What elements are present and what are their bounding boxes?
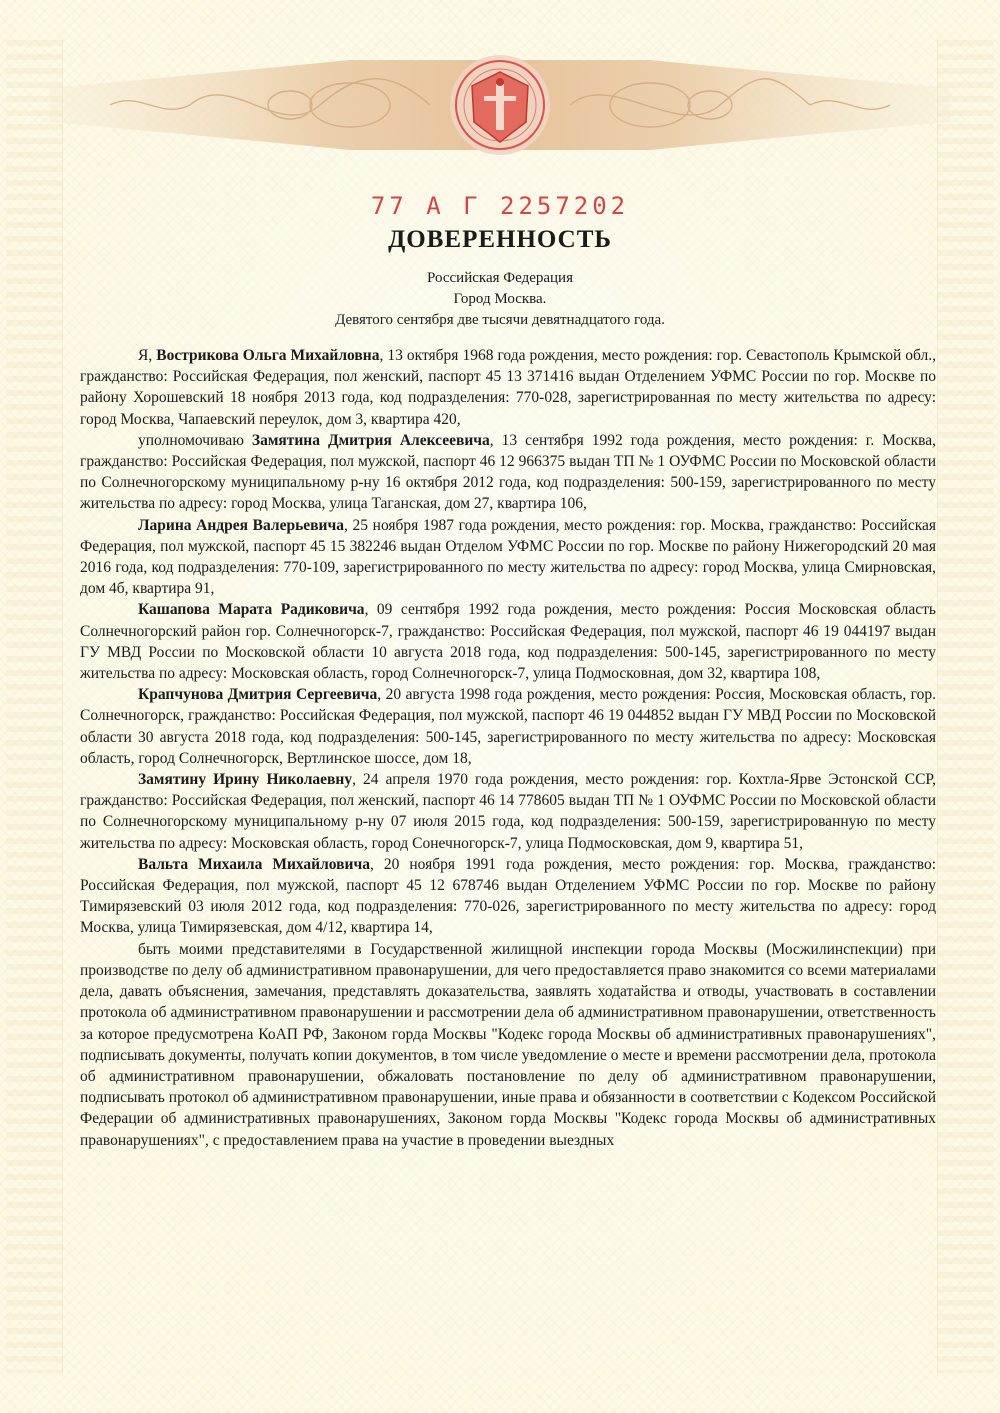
paragraph-representative: Вальта Михаила Михайловича, 20 ноября 1991 года рождения, место рождения: гор. Москва, гражданство: Российская Федерация, пол мужской, паспорт 45 12 678746 выдан Отделением УФМС России по гор. Москве по району Тимирязевский 03 июля 2012 года, код подразделения: 770-026, зарегистрированного по месту жительства по адресу: город Москва, улица Тимирязевская, дом 4/12, квартира 14, <box>80 855 937 937</box>
paragraph-representative: Крапчунова Дмитрия Сергеевича, 20 августа 1998 года рождения, место рождения: Россия, Московская область, гор. Солнечногорск, гражданство: Российская Федерация, пол мужской, паспорт 46 19 044852 выдан ГУ МВД России по Московской области 30 августа 2018 года, код подразделения: 500-145, зарегистрированного по месту жительства по адресу: Московская область, город Солнечногорск, Вертлинское шоссе, дом 18, <box>80 686 937 767</box>
representative-name: Ларина Андрея Валерьевича <box>138 516 344 534</box>
document-subheader <box>0 268 1000 331</box>
representative-name: Вальта Михаила Михайловича <box>138 855 370 873</box>
notary-emblem-icon <box>450 55 550 155</box>
date-line: Девятого сентября две тысячи девятнадцатого года. <box>335 312 665 328</box>
country-line: Российская Федерация <box>427 270 573 286</box>
city-line: Город Москва. <box>453 291 547 307</box>
representative-name: Кашапова Марата Радиковича <box>138 601 365 619</box>
representative-name: Крапчунова Дмитрия Сергеевича <box>138 686 378 704</box>
paragraph-representative: Замятину Ирину Николаевну, 24 апреля 1970 года рождения, место рождения: гор. Кохтла-Ярве Эстонской ССР, гражданство: Российская Федерация, пол женский, паспорт 46 14 778605 выдан ТП № 1 ОУФМС России по Московской области по Солнечногорскому муниципальному р-ну 07 июля 2015 года, код подразделения: 500-159, зарегистрированную по месту жительства по адресу: Московская область, город Сонечногорск-7, улица Подмосковская, дом 9, квартира 51, <box>80 771 936 852</box>
paragraph-representative: уполномочиваю Замятина Дмитрия Алексеевича, 13 сентября 1992 года рождения, место рождения: г. Москва, гражданство: Российская Федерация, пол мужской, паспорт 46 12 966375 выдан ТП № 1 ОУФМС России по Московской области по Солнечногорскому муниципальному р-ну 16 октября 2012 года, код подразделения: 500-159, зарегистрированного по месту жительства по адресу: город Москва, улица Таганская, дом 27, квартира 106, <box>80 431 936 513</box>
paragraph-powers: быть моими представителями в Государственной жилищной инспекции города Москвы (Мосжилинспекции) при производстве по делу об административном правонарушении, для чего предоставляется право знакомится со всеми материалами дела, давать объяснения, замечания, представлять доказательства, заявлять ходатайства и отводы, участвовать в составлении протокола об административном правонарушении и рассмотрении дела об административном правонарушении, ответственность за которое предусмотрена КоАП РФ, Законом горда Москвы "Кодекс города Москвы об административных правонарушениях", подписывать документы, получать копии документов, в том числе уведомление о месте и времени рассмотрении дела, протокола об административном правонарушении, обжаловать постановление по делу об административном правонарушении, подписывать протокол об административном правонарушении, иные права и обязанности в соответствии с Кодексом Российской Федерации об административных правонарушениях, Законом горда Москвы "Кодекс города Москвы об административных правонарушениях", с предоставлением права на участие в проведении выездных <box>80 940 936 1149</box>
principal-name: Вострикова Ольга Михайловна <box>156 347 380 364</box>
representative-name: Замятину Ирину Николаевну <box>138 771 353 789</box>
document-body <box>80 345 936 1151</box>
paragraph-principal: Я, Вострикова Ольга Михайловна, 13 октября 1968 года рождения, место рождения: гор. Севастополь Крымской обл., гражданство: Российская Федерация, пол женский, паспорт 45 13 371416 выдан Отделением УФМС России по гор. Москве по району Хорошевский 18 ноября 2013 года, код подразделения: 770-028, зарегистрированная по месту жительства по адресу: город Москва, Чапаевский переулок, дом 3, квартира 420, <box>80 347 937 428</box>
representative-name: Замятина Дмитрия Алексеевича <box>251 431 490 449</box>
document-serial-number: 77 А Г 2257202 <box>370 192 630 220</box>
paragraph-representative: Кашапова Марата Радиковича, 09 сентября 1992 года рождения, место рождения: Россия Московская область Солнечногорский район гор. Солнечногорск-7, гражданство: Российская Федерация, пол мужской, паспорт 46 19 044197 выдан ГУ МВД России по Московской области 10 августа 2018 года, код подразделения: 500-145, зарегистрированного по месту жительства по адресу: Московская область, город Солнечногорск-7, улица Подмосковная, дом 32, квартира 108, <box>80 601 936 683</box>
ornamental-header-band <box>50 50 950 160</box>
document-title: ДОВЕРЕННОСТЬ <box>388 226 612 253</box>
paragraph-representative: Ларина Андрея Валерьевича, 25 ноября 1987 года рождения, место рождения: гор. Москва, гражданство: Российская Федерация, пол мужской, паспорт 45 15 382246 выдан Отделом УФМС России по гор. Москве по району Нижегородский 20 мая 2016 года, код подразделения: 770-109, зарегистрированного по месту жительства по адресу: город Москва, улица Смирновская, дом 4б, квартира 91, <box>80 516 937 598</box>
